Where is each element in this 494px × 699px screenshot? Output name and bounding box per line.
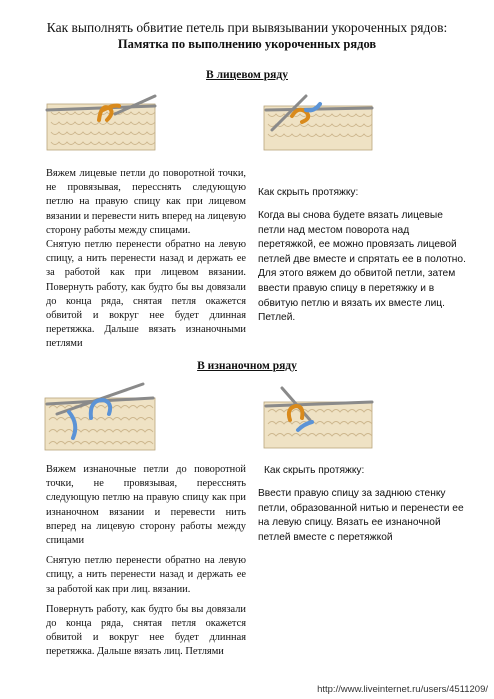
purl-right-heading: Как скрыть протяжку:: [264, 465, 365, 476]
knit-right-heading: Как скрыть протяжку:: [258, 187, 359, 198]
knit-illustration-1: [45, 90, 157, 154]
page-subtitle: Памятка по выполнению укороченных рядов: [117, 37, 377, 51]
purl-left-text: [46, 463, 246, 660]
purl-left-paragraph-2: Снятую петлю перенести обратно на левую спицу, а нить перенести назад и держать ее за работой как при лиц. вязании.: [46, 555, 246, 595]
section-heading-purl: В изнаночном ряду: [197, 360, 297, 372]
knit-left-paragraph-1: Вяжем лицевые петли до поворотной точки, не провязывая, пересснять следующую петлю на правую спицу как при лицевом вязании и перевести нить вперед на лицевую сторону работы между спицами.: [46, 168, 246, 236]
page-title: Как выполнять обвитие петель при вывязывании укороченных рядов:: [46, 20, 448, 35]
knit-illustration-2: [262, 90, 374, 154]
watermark-url: http://www.liveinternet.ru/users/4511209/: [317, 684, 488, 695]
purl-left-paragraph-1: Вяжем изнаночные петли до поворотной точки, не провязывая, пересснять следующую петлю на правую спицу как при изнаночном вязании и перевести нить вперед на лицевую сторону работы между спицами: [46, 464, 246, 547]
knit-left-text: [46, 167, 246, 352]
purl-illustration-1: [43, 378, 157, 452]
purl-right-text: Ввести правую спицу за заднюю стенку петли, образованной нитью и перенести ее на левую спицу. Вязать ее изнаночной петлей вместе с перетяжкой: [258, 488, 464, 543]
purl-illustration-2: [262, 380, 374, 450]
purl-left-paragraph-3: Повернуть работу, как будто бы вы довязали до конца ряда, снятая петля окажется обвитой и вокруг нее будет длинная перетяжка. Дальше вязать лиц. Петлями: [46, 603, 246, 658]
knit-left-paragraph-2: Снятую петлю перенести обратно на левую спицу, а нить перенести назад и держать ее за работой как при лицевом вязании. Повернуть работу, как будто бы вы довязали до конца ряда, снятая петля окажется обвитой и вокруг нее будет длинная перетяжка. Дальше вязать изнаночными петлями: [46, 239, 246, 350]
section-heading-knit: В лицевом ряду: [206, 69, 288, 81]
knit-right-text: Когда вы снова будете вязать лицевые петли над местом поворота над перетяжкой, ее можно провязать лицевой петлей две вместе и спрятать ее в полотно. Для этого вяжем до обвитой петли, затем ввести правую спицу в перетяжку и в обвитую петлю и вязать их вместе лиц. Петлей.: [258, 210, 466, 324]
